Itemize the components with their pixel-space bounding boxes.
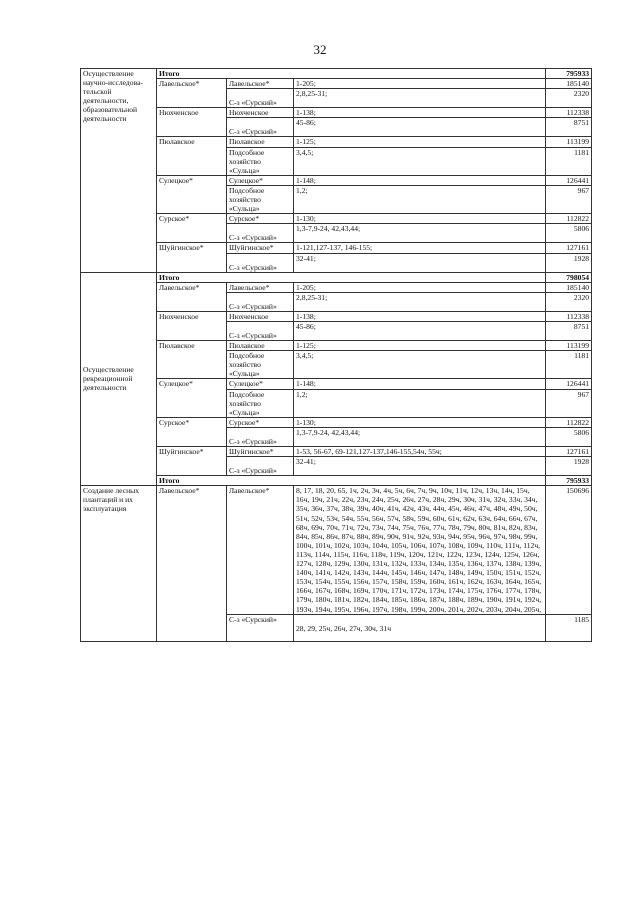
forestry-cell: С-з «Сурский» [227,457,294,476]
district-cell: Сулецкое* [157,175,227,213]
area-cell: 8751 [546,118,592,137]
area-cell: 1928 [546,457,592,476]
forestry-cell: Сурское* [227,417,294,427]
district-cell: Сулецкое* [157,379,227,417]
area-cell: 112822 [546,417,592,427]
table-row [81,108,592,118]
area-cell: 2320 [546,89,592,108]
quarters-cell: 1,2; [294,185,546,213]
quarters-cell: 45-86; [294,321,546,340]
total-row [81,272,592,282]
activity-cell: Создание лесных плантаций и их эксплуатация [81,486,157,641]
area-cell: 967 [546,389,592,417]
table-row [81,311,592,321]
quarters-cell: 1-121,127-137, 146-155; [294,243,546,253]
table-row [81,214,592,224]
forestry-cell: С-з «Сурский» [227,292,294,311]
table-row [81,379,592,389]
forestry-cell: Сулецкое* [227,379,294,389]
quarters-cell: 1,2; [294,389,546,417]
district-cell: Пюлавское [157,137,227,175]
total-label: Итого [157,69,546,79]
area-cell: 112338 [546,108,592,118]
area-cell: 150696 [546,486,592,614]
quarters-cell: 1-125; [294,137,546,147]
forestry-cell: Подсобное хозяйство «Сульца» [227,147,294,175]
table-row [81,417,592,427]
area-cell: 1181 [546,351,592,379]
table-row [81,137,592,147]
total-row [81,476,592,486]
forestry-cell: Лавельское* [227,79,294,89]
district-cell: Сурское* [157,214,227,243]
forestry-cell: Пюлавское [227,341,294,351]
quarters-cell: 2,8,25-31; [294,292,546,311]
quarters-cell: 1-148; [294,175,546,185]
quarters-cell: 1-125; [294,341,546,351]
table-row [81,175,592,185]
quarters-cell: 1-53, 56-67, 69-121,127-137,146-155,54ч, 55ч; [294,447,546,457]
total-label: Итого [157,272,546,282]
area-cell: 112338 [546,311,592,321]
district-cell: Нюхченское [157,108,227,137]
forestry-cell: Подсобное хозяйство «Сульца» [227,389,294,417]
area-cell: 185140 [546,79,592,89]
quarters-cell: 1-130; [294,214,546,224]
quarters-cell: 3,4,5; [294,351,546,379]
quarters-cell: 32-41; [294,457,546,476]
area-cell: 2320 [546,292,592,311]
area-cell: 127161 [546,447,592,457]
forestry-cell: С-з «Сурский» [227,118,294,137]
area-cell: 113199 [546,341,592,351]
area-cell: 967 [546,185,592,213]
area-cell: 113199 [546,137,592,147]
district-cell: Сурское* [157,417,227,446]
table-row [81,243,592,253]
forestry-cell: Подсобное хозяйство «Сульца» [227,185,294,213]
forestry-cell: Сурское* [227,214,294,224]
forestry-cell: Подсобное хозяйство «Сульца» [227,351,294,379]
forestry-cell: Сулецкое* [227,175,294,185]
quarters-cell: 28, 29, 25ч, 26ч, 27ч, 30ч, 31ч [294,614,546,641]
forestry-cell: С-з «Сурский» [227,614,294,641]
area-cell: 1185 [546,614,592,641]
forestry-cell: Нюхченское [227,311,294,321]
forestry-cell: Шуйгинское* [227,243,294,253]
quarters-cell: 32-41; [294,253,546,272]
district-cell: Шуйгинское* [157,447,227,476]
forestry-cell: Шуйгинское* [227,447,294,457]
quarters-cell: 2,8,25-31; [294,89,546,108]
quarters-cell: 45-86; [294,118,546,137]
area-cell: 5806 [546,427,592,446]
table-row [81,341,592,351]
area-cell: 8751 [546,321,592,340]
quarters-cell: 1-138; [294,108,546,118]
table-row [81,486,592,614]
forestry-cell: С-з «Сурский» [227,89,294,108]
activity-cell: Осуществление научно-исследова-тельской деятельности, образовательной деятельности [81,69,157,273]
quarters-cell: 1-205; [294,282,546,292]
area-cell: 1928 [546,253,592,272]
district-cell: Нюхченское [157,311,227,340]
quarters-cell: 1-205; [294,79,546,89]
forestry-cell: С-з «Сурский» [227,321,294,340]
quarters-cell: 1-148; [294,379,546,389]
forestry-cell: С-з «Сурский» [227,253,294,272]
forestry-cell: Лавельское* [227,282,294,292]
forestry-cell: Нюхченское [227,108,294,118]
page-number: 32 [313,42,327,57]
total-value: 795933 [546,476,592,486]
total-value: 795933 [546,69,592,79]
table-row [81,282,592,292]
forestry-cell: Пюлавское [227,137,294,147]
area-cell: 5806 [546,224,592,243]
total-label: Итого [157,476,546,486]
total-value: 798054 [546,272,592,282]
forestry-cell: Лавельское* [227,486,294,614]
district-cell: Лавельское* [157,282,227,311]
total-row [81,69,592,79]
area-cell: 112822 [546,214,592,224]
quarters-cell: 3,4,5; [294,147,546,175]
area-cell: 185140 [546,282,592,292]
district-cell: Шуйгинское* [157,243,227,272]
area-cell: 126441 [546,379,592,389]
activity-cell: Осуществление рекреационной деятельности [81,272,157,486]
district-cell: Лавельское* [157,79,227,108]
table-row [81,79,592,89]
quarters-cell: 1,3-7,9-24, 42,43,44; [294,427,546,446]
quarters-cell: 1,3-7,9-24, 42,43,44; [294,224,546,243]
forest-use-table [80,68,592,642]
quarters-cell: 8, 17, 18, 20, 65, 1ч, 2ч, 3ч, 4ч, 5ч, 6ч, 7ч, 9ч, 10ч, 11ч, 12ч, 13ч, 14ч, 15ч, 16ч, 19ч, 21ч, 22ч, 23ч, 24ч, 25ч, 26ч, 27ч, 28ч, 29ч, 30ч, 31ч, 32ч, 33ч, 34ч, 35ч, 36ч, 37ч, 38ч, 39ч, 40ч, 41ч, 42ч, 43ч, 44ч, 45ч, 46ч, 47ч, 48ч, 49ч, 50ч, 51ч, 52ч, 53ч, 54ч, 55ч, 56ч, 57ч, 58ч, 59ч, 60ч, 61ч, 62ч, 63ч, 64ч, 66ч, 67ч, 68ч, 69ч, 70ч, 71ч, 72ч, 73ч, 74ч, 75ч, 76ч, 77ч, 78ч, 79ч, 80ч, 81ч, 82ч, 83ч, 84ч, 85ч, 86ч, 87ч, 88ч, 89ч, 90ч, 91ч, 92ч, 93ч, 94ч, 95ч, 96ч, 97ч, 98ч, 99ч, 100ч, 101ч, 102ч, 103ч, 104ч, 105ч, 106ч, 107ч, 108ч, 109ч, 110ч, 111ч, 112ч, 113ч, 114ч, 115ч, 116ч, 118ч, 119ч, 120ч, 121ч, 122ч, 123ч, 124ч, 125ч, 126ч, 127ч, 128ч, 129ч, 130ч, 131ч, 132ч, 133ч, 134ч, 135ч, 136ч, 137ч, 138ч, 139ч, 140ч, 141ч, 142ч, 143ч, 144ч, 145ч, 146ч, 147ч, 148ч, 149ч, 150ч, 151ч, 152ч, 153ч, 154ч, 155ч, 156ч, 157ч, 158ч, 159ч, 160ч, 161ч, 162ч, 163ч, 164ч, 165ч, 166ч, 167ч, 168ч, 169ч, 170ч, 171ч, 172ч, 173ч, 174ч, 175ч, 176ч, 177ч, 178ч, 179ч, 180ч, 181ч, 182ч, 184ч, 185ч, 186ч, 187ч, 188ч, 189ч, 190ч, 191ч, 192ч, 193ч, 194ч, 195ч, 196ч, 197ч, 198ч, 199ч, 200ч, 201ч, 202ч, 203ч, 204ч, 205ч, [294,486,546,614]
forestry-cell: С-з «Сурский» [227,224,294,243]
district-cell: Лавельское* [157,486,227,641]
quarters-cell: 1-130; [294,417,546,427]
district-cell: Пюлавское [157,341,227,379]
table-row [81,447,592,457]
area-cell: 1181 [546,147,592,175]
area-cell: 127161 [546,243,592,253]
quarters-cell: 1-138; [294,311,546,321]
forestry-cell: С-з «Сурский» [227,427,294,446]
area-cell: 126441 [546,175,592,185]
